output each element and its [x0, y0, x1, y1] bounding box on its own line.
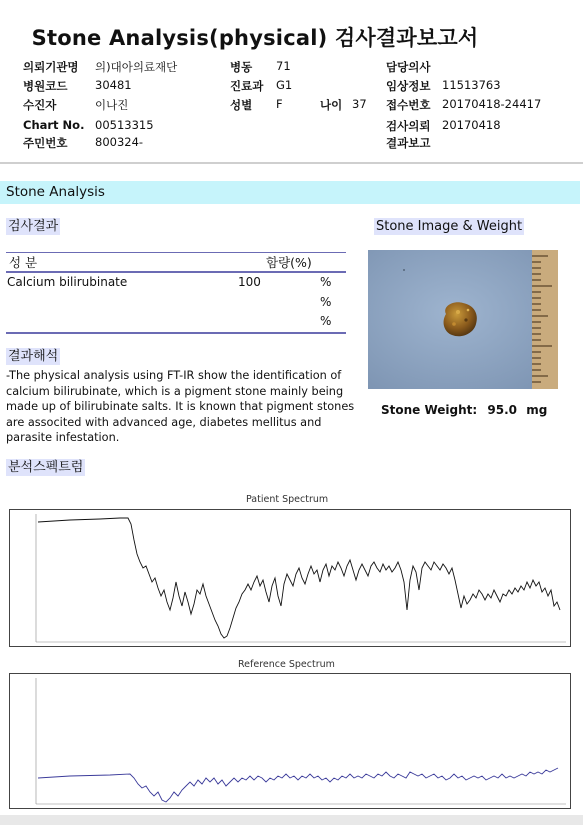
ward-value: 71: [276, 59, 291, 73]
result-row-1-value: 100: [238, 275, 261, 289]
chart-no-label: Chart No.: [23, 118, 85, 132]
stone-weight-unit: mg: [526, 403, 548, 417]
banner-label: Stone Analysis: [6, 184, 105, 200]
institution-value: 의)대아의료재단: [95, 60, 178, 74]
dept-value: G1: [276, 78, 293, 92]
patient-spectrum-line: [38, 518, 560, 638]
interpretation-heading: 결과해석: [8, 349, 59, 364]
resident-no-label: 주민번호: [23, 136, 68, 150]
hospital-code-label: 병원코드: [23, 79, 68, 93]
chart-no-value: 00513315: [95, 118, 154, 132]
stone-weight-value: 95.0: [487, 403, 518, 417]
request-date-label: 검사의뢰: [386, 119, 431, 133]
report-label: 결과보고: [386, 136, 431, 150]
results-heading: 검사결과: [8, 219, 59, 234]
receipt-no-label: 접수번호: [386, 98, 431, 112]
sex-label: 성별: [230, 98, 253, 112]
col-component-header: 성 분: [9, 255, 38, 270]
sex-value: F: [276, 97, 283, 111]
dept-label: 진료과: [230, 79, 264, 93]
table-bottom-rule: [6, 332, 346, 334]
age-value: 37: [352, 97, 367, 111]
reference-spectrum-line: [38, 768, 558, 802]
table-header-rule: [6, 271, 346, 273]
reference-spectrum-graphic: [10, 674, 570, 808]
receipt-no-value: 20170418-24417: [442, 97, 542, 111]
patient-spectrum-title: Patient Spectrum: [246, 494, 329, 505]
institution-label: 의뢰기관명: [23, 60, 79, 74]
result-row-3-unit: %: [320, 314, 332, 328]
request-date-value: 20170418: [442, 118, 501, 132]
result-row-1-unit: %: [320, 275, 332, 289]
age-label: 나이: [320, 98, 343, 112]
clinical-info-label: 임상정보: [386, 79, 431, 93]
image-heading: Stone Image & Weight: [376, 219, 523, 234]
stone-photo: [368, 250, 558, 389]
clinical-info-value: 11513763: [442, 78, 501, 92]
result-row-1-component: Calcium bilirubinate: [7, 275, 128, 289]
hospital-code-value: 30481: [95, 78, 132, 92]
resident-no-value: 800324-: [95, 135, 144, 149]
page-bottom-bar: [0, 815, 583, 825]
col-content-header: 함량(%): [266, 255, 312, 270]
header-divider: [0, 162, 583, 164]
interpretation-text: -The physical analysis using FT-IR show the identification of calcium bilirubinate, which is a pigment stone mainly being made up of bilirubinate salts. It is known that pigment stones are associted with advanced age, diabetes mellitus and parasite infestation.: [6, 369, 355, 445]
reference-spectrum-title: Reference Spectrum: [238, 659, 335, 670]
recipient-value: 이나진: [95, 98, 129, 112]
patient-spectrum-plot: [9, 509, 571, 647]
report-title: Stone Analysis(physical) 검사결과보고서: [31, 26, 479, 50]
stone-weight-label: Stone Weight:: [381, 403, 478, 417]
patient-spectrum-graphic: [10, 510, 570, 646]
doctor-label: 담당의사: [386, 60, 431, 74]
reference-spectrum-plot: [9, 673, 571, 809]
stone-analysis-banner: [0, 181, 580, 204]
spectrum-heading: 분석스펙트럼: [8, 460, 84, 475]
stone-photo-graphic: [368, 250, 558, 389]
ward-label: 병동: [230, 60, 253, 74]
result-row-2-unit: %: [320, 295, 332, 309]
recipient-label: 수진자: [23, 98, 57, 112]
stone-weight: [381, 403, 547, 417]
